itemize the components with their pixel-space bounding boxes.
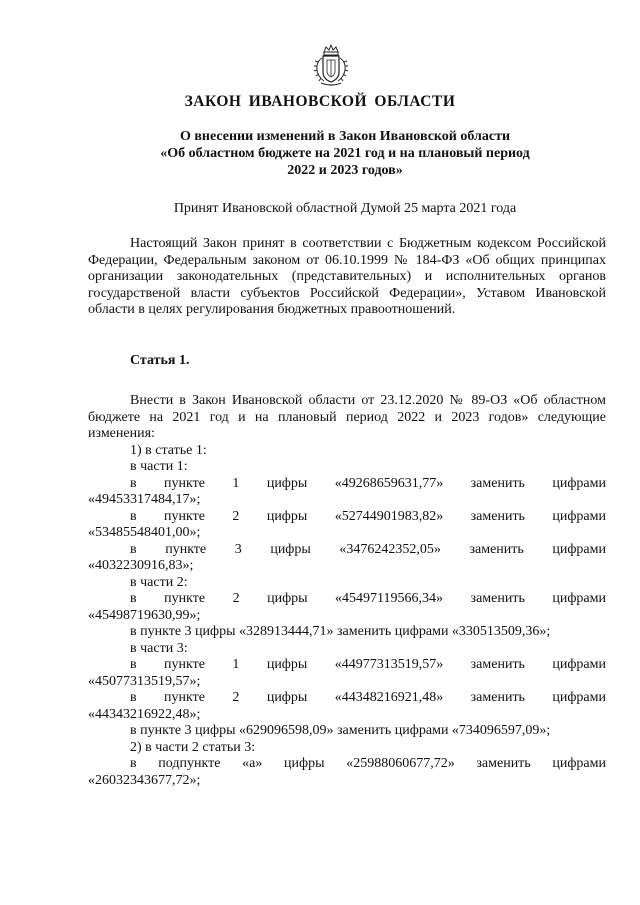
adoption-date: Принят Ивановской областной Думой 25 марта 2021 года [173,201,517,216]
amendment-item: в пункте 2 цифры «44348216921,48» заменить цифрами [130,690,606,705]
amendment-item: 2) в части 2 статьи 3: [130,739,256,755]
amendment-item: 1) в статье 1: [130,442,207,458]
amendment-item: в пункте 3 цифры «328913444,71» заменить цифрами «330513509,36»; [130,624,551,639]
amendment-value: «4032230916,83»; [88,558,194,573]
amendment-value: «44343216922,48»; [88,706,201,722]
coat-of-arms-icon [312,44,350,88]
article-intro: Внести в Закон Ивановской области от 23.12.2020 № 89-ОЗ «Об областном бюджете на 2021 год и на плановый период 2022 и 2023 годов» следующие изменения: [88,393,606,441]
law-subtitle [80,128,610,179]
amendment-item: в пункте 1 цифры «44977313519,57» заменить цифрами [130,657,606,672]
amendment-value: «26032343677,72»; [88,772,201,788]
amendment-item: в части 2: [130,574,188,590]
amendment-value: «45498719630,99»; [88,607,201,623]
amendment-value: «45077313519,57»; [88,673,201,689]
law-title: ЗАКОН ИВАНОВСКОЙ ОБЛАСТИ [184,93,456,110]
amendment-item: в части 3: [130,640,188,656]
amendment-value: «49453317484,17»; [88,492,201,507]
amendment-item: в части 1: [130,459,188,474]
article-body [88,393,606,789]
article-heading: Статья 1. [130,353,190,368]
amendment-item: в пункте 1 цифры «49268659631,77» заменить цифрами [130,475,606,491]
preamble-text: Настоящий Закон принят в соответствии с Бюджетным кодексом Российской Федерации, Федеральным законом от 06.10.1999 № 184-ФЗ «Об общих принципах организации законодательных (представительных) и исполнительных органов государственой власти субъектов Российской Федерации», Уставом Ивановской области в целях регулирования бюджетных правоотношений. [88,236,606,317]
amendment-item: в пункте 3 цифры «629096598,09» заменить цифрами «734096597,09»; [130,723,551,738]
subtitle-line: О внесении изменений в Закон Ивановской области [179,129,511,144]
amendment-item: в подпункте «а» цифры «25988060677,72» заменить цифрами [130,756,606,771]
amendment-item: в пункте 3 цифры «3476242352,05» заменить цифрами [130,541,606,557]
amendment-item: в пункте 2 цифры «45497119566,34» заменить цифрами [130,591,606,606]
amendment-value: «53485548401,00»; [88,525,201,540]
preamble [88,236,606,319]
amendment-item: в пункте 2 цифры «52744901983,82» заменить цифрами [130,508,606,524]
subtitle-line: 2022 и 2023 годов» [287,163,403,178]
subtitle-line: «Об областном бюджете на 2021 год и на плановый период [160,146,530,161]
